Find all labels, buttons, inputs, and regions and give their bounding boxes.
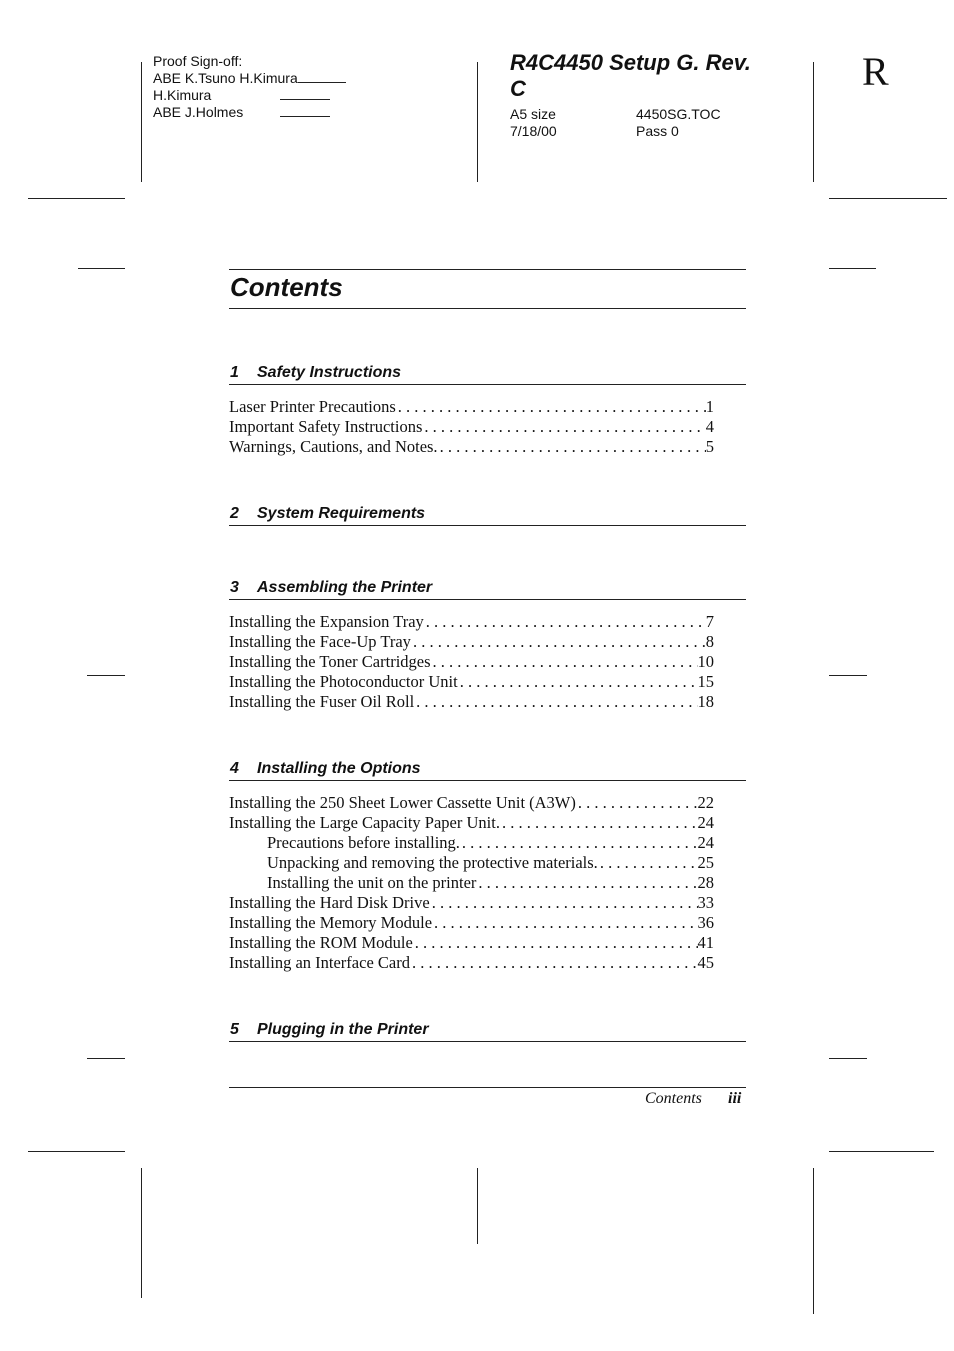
toc-entry-page: 7 (705, 612, 714, 631)
document-title: R4C4450 Setup G. Rev. C (510, 50, 751, 101)
section-title: Assembling the Printer (257, 579, 433, 596)
dot-leader (458, 672, 698, 692)
crop-mark (477, 1168, 478, 1244)
pass-number: Pass 0 (636, 123, 679, 139)
toc-entry-title: Warnings, Cautions, and Notes. (229, 437, 438, 456)
section-number: 2 (230, 505, 239, 522)
toc-entry-page: 28 (697, 873, 714, 892)
toc-section (229, 503, 746, 526)
dot-leader (413, 933, 698, 953)
toc-entry-title: Installing the Photoconductor Unit (229, 672, 458, 691)
document-meta (510, 106, 721, 140)
dot-leader (460, 833, 698, 853)
dot-leader (431, 652, 698, 672)
toc-entry-title: Installing the Large Capacity Paper Unit. (229, 813, 500, 832)
crop-mark (829, 675, 867, 676)
section-title: Installing the Options (257, 760, 421, 777)
toc-entry-page: 36 (697, 913, 714, 932)
toc-entry[interactable] (229, 913, 714, 933)
section-heading (229, 503, 746, 525)
toc-entry-title: Installing the Hard Disk Drive (229, 893, 430, 912)
section-heading (229, 758, 746, 780)
section-heading (229, 577, 746, 599)
toc-entry-title: Installing the Face-Up Tray (229, 632, 411, 651)
section-number: 3 (230, 579, 239, 596)
toc-entry[interactable] (229, 672, 714, 692)
section-entries (229, 793, 746, 973)
toc-entry-page: 33 (697, 893, 714, 912)
toc-entry[interactable] (229, 933, 714, 953)
proof-label: H.Kimura (153, 87, 212, 103)
dot-leader (500, 813, 698, 833)
title-rule-top (229, 269, 746, 270)
toc-entry[interactable] (229, 437, 714, 457)
toc-entry-title: Laser Printer Precautions (229, 397, 396, 416)
toc-entry-title: Installing the Expansion Tray (229, 612, 424, 631)
crop-mark (813, 62, 814, 182)
toc-entry-page: 4 (705, 417, 714, 436)
proof-heading: Proof Sign-off: (153, 53, 243, 69)
footer-label: Contents (645, 1090, 702, 1107)
crop-mark (87, 1058, 125, 1059)
toc-entry-title: Precautions before installing. (267, 833, 460, 852)
toc-entry-page: 18 (697, 692, 714, 711)
toc-entry[interactable] (229, 893, 714, 913)
file-name: 4450SG.TOC (636, 106, 721, 122)
dot-leader (411, 632, 706, 652)
dot-leader (432, 913, 697, 933)
toc-entry-page: 5 (705, 437, 714, 456)
footer-page-number: iii (728, 1090, 742, 1107)
toc-entry-page: 41 (697, 933, 714, 952)
section-heading (229, 362, 746, 384)
toc-entry[interactable] (229, 953, 714, 973)
toc-entry-title: Installing the ROM Module (229, 933, 413, 952)
page-title: Contents (230, 272, 343, 302)
proof-signoff (153, 53, 346, 121)
toc-section (229, 758, 746, 973)
proof-label: ABE J.Holmes (153, 104, 244, 120)
doc-date: 7/18/00 (510, 123, 557, 139)
section-entries (229, 612, 746, 712)
toc-entry-page: 8 (705, 632, 714, 651)
toc-entry-title: Installing the Toner Cartridges (229, 652, 431, 671)
section-rule (229, 525, 746, 526)
crop-mark (28, 1151, 125, 1152)
section-heading (229, 1019, 746, 1041)
proof-label: ABE K.Tsuno H.Kimura (153, 70, 298, 86)
toc-entry-page: 25 (697, 853, 714, 872)
toc-entry-title: Important Safety Instructions (229, 417, 423, 436)
toc-entry-title: Installing an Interface Card (229, 953, 410, 972)
toc-entry[interactable] (229, 417, 714, 437)
toc-entry-page: 1 (705, 397, 714, 416)
dot-leader (424, 612, 706, 632)
toc-entry[interactable] (229, 652, 714, 672)
signature-blank (280, 87, 330, 100)
toc-entry-page: 24 (697, 833, 714, 852)
footer-rule (229, 1087, 746, 1088)
corner-mark: R (862, 49, 889, 94)
toc-entry-title: Installing the Fuser Oil Roll (229, 692, 415, 711)
crop-mark (829, 1058, 867, 1059)
crop-mark (829, 1151, 934, 1152)
proof-row (153, 70, 346, 87)
toc-entry-page: 24 (697, 813, 714, 832)
toc-entry-title: Unpacking and removing the protective materials. (267, 853, 598, 872)
section-rule (229, 599, 746, 600)
crop-mark (829, 198, 947, 199)
dot-leader (576, 793, 698, 813)
dot-leader (414, 692, 697, 712)
toc-entry-page: 15 (697, 672, 714, 691)
toc-entry-page: 45 (697, 953, 714, 972)
crop-mark (477, 62, 478, 182)
toc-entry[interactable] (229, 612, 714, 632)
toc-entry-title: Installing the Memory Module (229, 913, 433, 932)
crop-mark (141, 1168, 142, 1298)
signature-blank (280, 104, 330, 117)
proof-row (153, 104, 346, 121)
dot-leader (438, 437, 706, 457)
crop-mark (141, 62, 142, 182)
crop-mark (813, 1168, 814, 1314)
page-size: A5 size (510, 106, 556, 122)
toc-entry[interactable] (229, 873, 714, 893)
section-rule (229, 780, 746, 781)
toc-entry[interactable] (229, 833, 714, 853)
title-rule-bottom (229, 308, 746, 309)
section-rule (229, 384, 746, 385)
section-title: Safety Instructions (257, 364, 402, 381)
signature-blank (298, 70, 346, 83)
crop-mark (28, 198, 125, 199)
crop-mark (78, 268, 125, 269)
toc-entry[interactable] (229, 813, 714, 833)
section-title: System Requirements (257, 505, 426, 522)
section-number: 4 (230, 760, 239, 777)
dot-leader (430, 893, 698, 913)
toc-section (229, 577, 746, 712)
dot-leader (396, 397, 706, 417)
toc-entry[interactable] (229, 397, 714, 417)
dot-leader (410, 953, 698, 973)
toc-entry-page: 22 (697, 793, 714, 812)
toc-entry[interactable] (229, 853, 714, 873)
dot-leader (598, 853, 698, 873)
toc-entry-page: 10 (697, 652, 714, 671)
toc-entry-title: Installing the 250 Sheet Lower Cassette Unit (A3W) (229, 793, 576, 812)
section-number: 1 (230, 364, 239, 381)
toc-entry[interactable] (229, 793, 714, 813)
toc-section (229, 1019, 746, 1042)
toc-entry-title: Installing the unit on the printer (267, 873, 477, 892)
toc-entry[interactable] (229, 692, 714, 712)
proof-row (153, 87, 346, 104)
section-number: 5 (230, 1021, 239, 1038)
section-entries (229, 397, 746, 457)
toc-section (229, 362, 746, 457)
dot-leader (476, 873, 697, 893)
section-rule (229, 1041, 746, 1042)
toc-entry[interactable] (229, 632, 714, 652)
dot-leader (422, 417, 705, 437)
section-title: Plugging in the Printer (257, 1021, 429, 1038)
crop-mark (87, 675, 125, 676)
crop-mark (829, 268, 876, 269)
